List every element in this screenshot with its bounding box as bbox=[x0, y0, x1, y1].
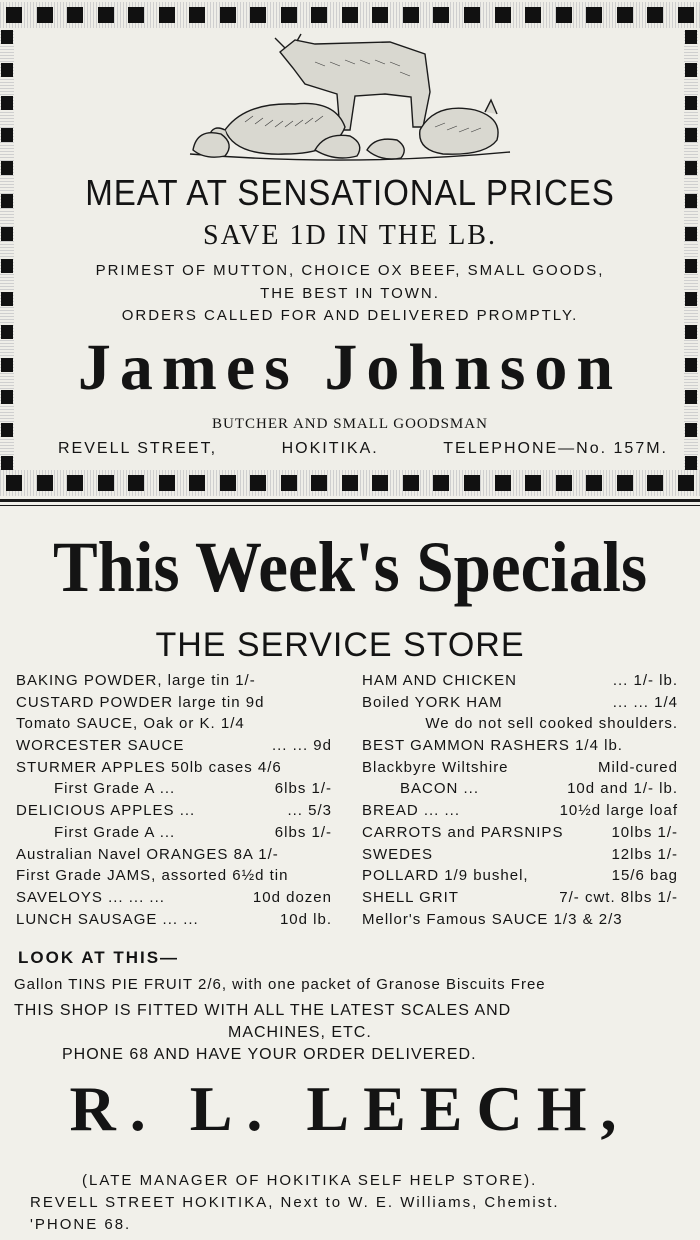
list-item: Mellor's Famous SAUCE 1/3 & 2/3 bbox=[362, 910, 623, 928]
list-item: Tomato SAUCE, Oak or K. 1/4 bbox=[16, 715, 245, 733]
list-item: DELICIOUS APPLES ... ... 5/3 bbox=[16, 802, 332, 820]
left-price-list bbox=[16, 672, 332, 932]
meat-headline: MEAT AT SENSATIONAL PRICES bbox=[85, 172, 615, 213]
specials-title: This Week's Specials bbox=[52, 527, 648, 607]
meat-description-line: THE BEST IN TOWN. bbox=[260, 285, 440, 302]
list-item: BAKING POWDER, large tin 1/- bbox=[16, 672, 256, 689]
list-item: BACON ... 10d and 1/- lb. bbox=[400, 780, 678, 798]
leech-advertisement bbox=[0, 508, 700, 1240]
list-item: First Grade A ... 6lbs 1/- bbox=[54, 780, 332, 798]
store-address: REVELL STREET HOKITIKA, Next to W. E. Williams, Chemist. bbox=[30, 1194, 560, 1211]
butcher-address bbox=[58, 440, 668, 458]
street: REVELL STREET, bbox=[58, 440, 218, 457]
list-item: CARROTS and PARSNIPS 10lbs 1/- bbox=[362, 823, 678, 841]
list-item: HAM AND CHICKEN ... 1/- lb. bbox=[362, 672, 678, 689]
meat-description-line: PRIMEST OF MUTTON, CHOICE OX BEEF, SMALL GOODS, bbox=[95, 262, 605, 279]
store-phone: 'PHONE 68. bbox=[30, 1216, 132, 1233]
phone-order-line: PHONE 68 AND HAVE YOUR ORDER DELIVERED. bbox=[62, 1046, 477, 1063]
list-item: SWEDES 12lbs 1/- bbox=[362, 845, 678, 863]
decorative-border-left bbox=[0, 30, 14, 470]
save-subheading: SAVE 1D IN THE LB. bbox=[203, 220, 497, 251]
delivery-line: ORDERS CALLED FOR AND DELIVERED PROMPTLY. bbox=[121, 307, 579, 324]
look-heading: LOOK AT THIS— bbox=[18, 948, 180, 967]
decorative-border-right bbox=[684, 30, 698, 470]
late-manager-line: (LATE MANAGER OF HOKITIKA SELF HELP STORE). bbox=[82, 1172, 538, 1189]
decorative-border-top bbox=[0, 2, 700, 28]
town: HOKITIKA. bbox=[281, 440, 379, 457]
list-item: CUSTARD POWDER large tin 9d bbox=[16, 693, 265, 711]
list-item: First Grade A ... 6lbs 1/- bbox=[54, 823, 332, 841]
proprietor-name: R. L. LEECH, bbox=[69, 1073, 631, 1144]
list-item: SAVELOYS ... ... ... 10d dozen bbox=[16, 888, 332, 906]
divider-rule bbox=[0, 499, 700, 502]
list-item: BREAD ... ... 10½d large loaf bbox=[362, 802, 678, 820]
right-price-list bbox=[362, 672, 678, 932]
list-item: BEST GAMMON RASHERS 1/4 lb. bbox=[362, 737, 623, 755]
fitted-line: MACHINES, ETC. bbox=[228, 1024, 372, 1041]
list-item: WORCESTER SAUCE ... ... 9d bbox=[16, 737, 332, 755]
offer-line: Gallon TINS PIE FRUIT 2/6, with one packet of Granose Biscuits Free bbox=[14, 976, 546, 993]
list-item: First Grade JAMS, assorted 6½d tin bbox=[16, 867, 289, 885]
johnson-advertisement bbox=[0, 0, 700, 496]
decorative-border-bottom bbox=[0, 470, 700, 496]
butcher-trade: BUTCHER AND SMALL GOODSMAN bbox=[212, 416, 488, 432]
list-item: We do not sell cooked shoulders. bbox=[425, 715, 678, 733]
list-item: STURMER APPLES 50lb cases 4/6 bbox=[16, 758, 282, 776]
store-name: THE SERVICE STORE bbox=[155, 626, 525, 664]
list-item: Australian Navel ORANGES 8A 1/- bbox=[16, 845, 279, 863]
list-item: Blackbyre Wiltshire Mild-cured bbox=[362, 758, 678, 776]
list-item: LUNCH SAUSAGE ... ... 10d lb. bbox=[16, 910, 332, 928]
list-item: SHELL GRIT 7/- cwt. 8lbs 1/- bbox=[362, 888, 678, 906]
butcher-name: James Johnson bbox=[77, 331, 623, 404]
list-item: Boiled YORK HAM ... ... 1/4 bbox=[362, 693, 678, 711]
telephone: TELEPHONE—No. 157M. bbox=[443, 440, 668, 457]
list-item: POLLARD 1/9 bushel, 15/6 bag bbox=[362, 867, 678, 885]
livestock-illustration bbox=[185, 32, 515, 167]
divider-rule bbox=[0, 505, 700, 506]
fitted-line: THIS SHOP IS FITTED WITH ALL THE LATEST SCALES AND bbox=[14, 1002, 512, 1019]
